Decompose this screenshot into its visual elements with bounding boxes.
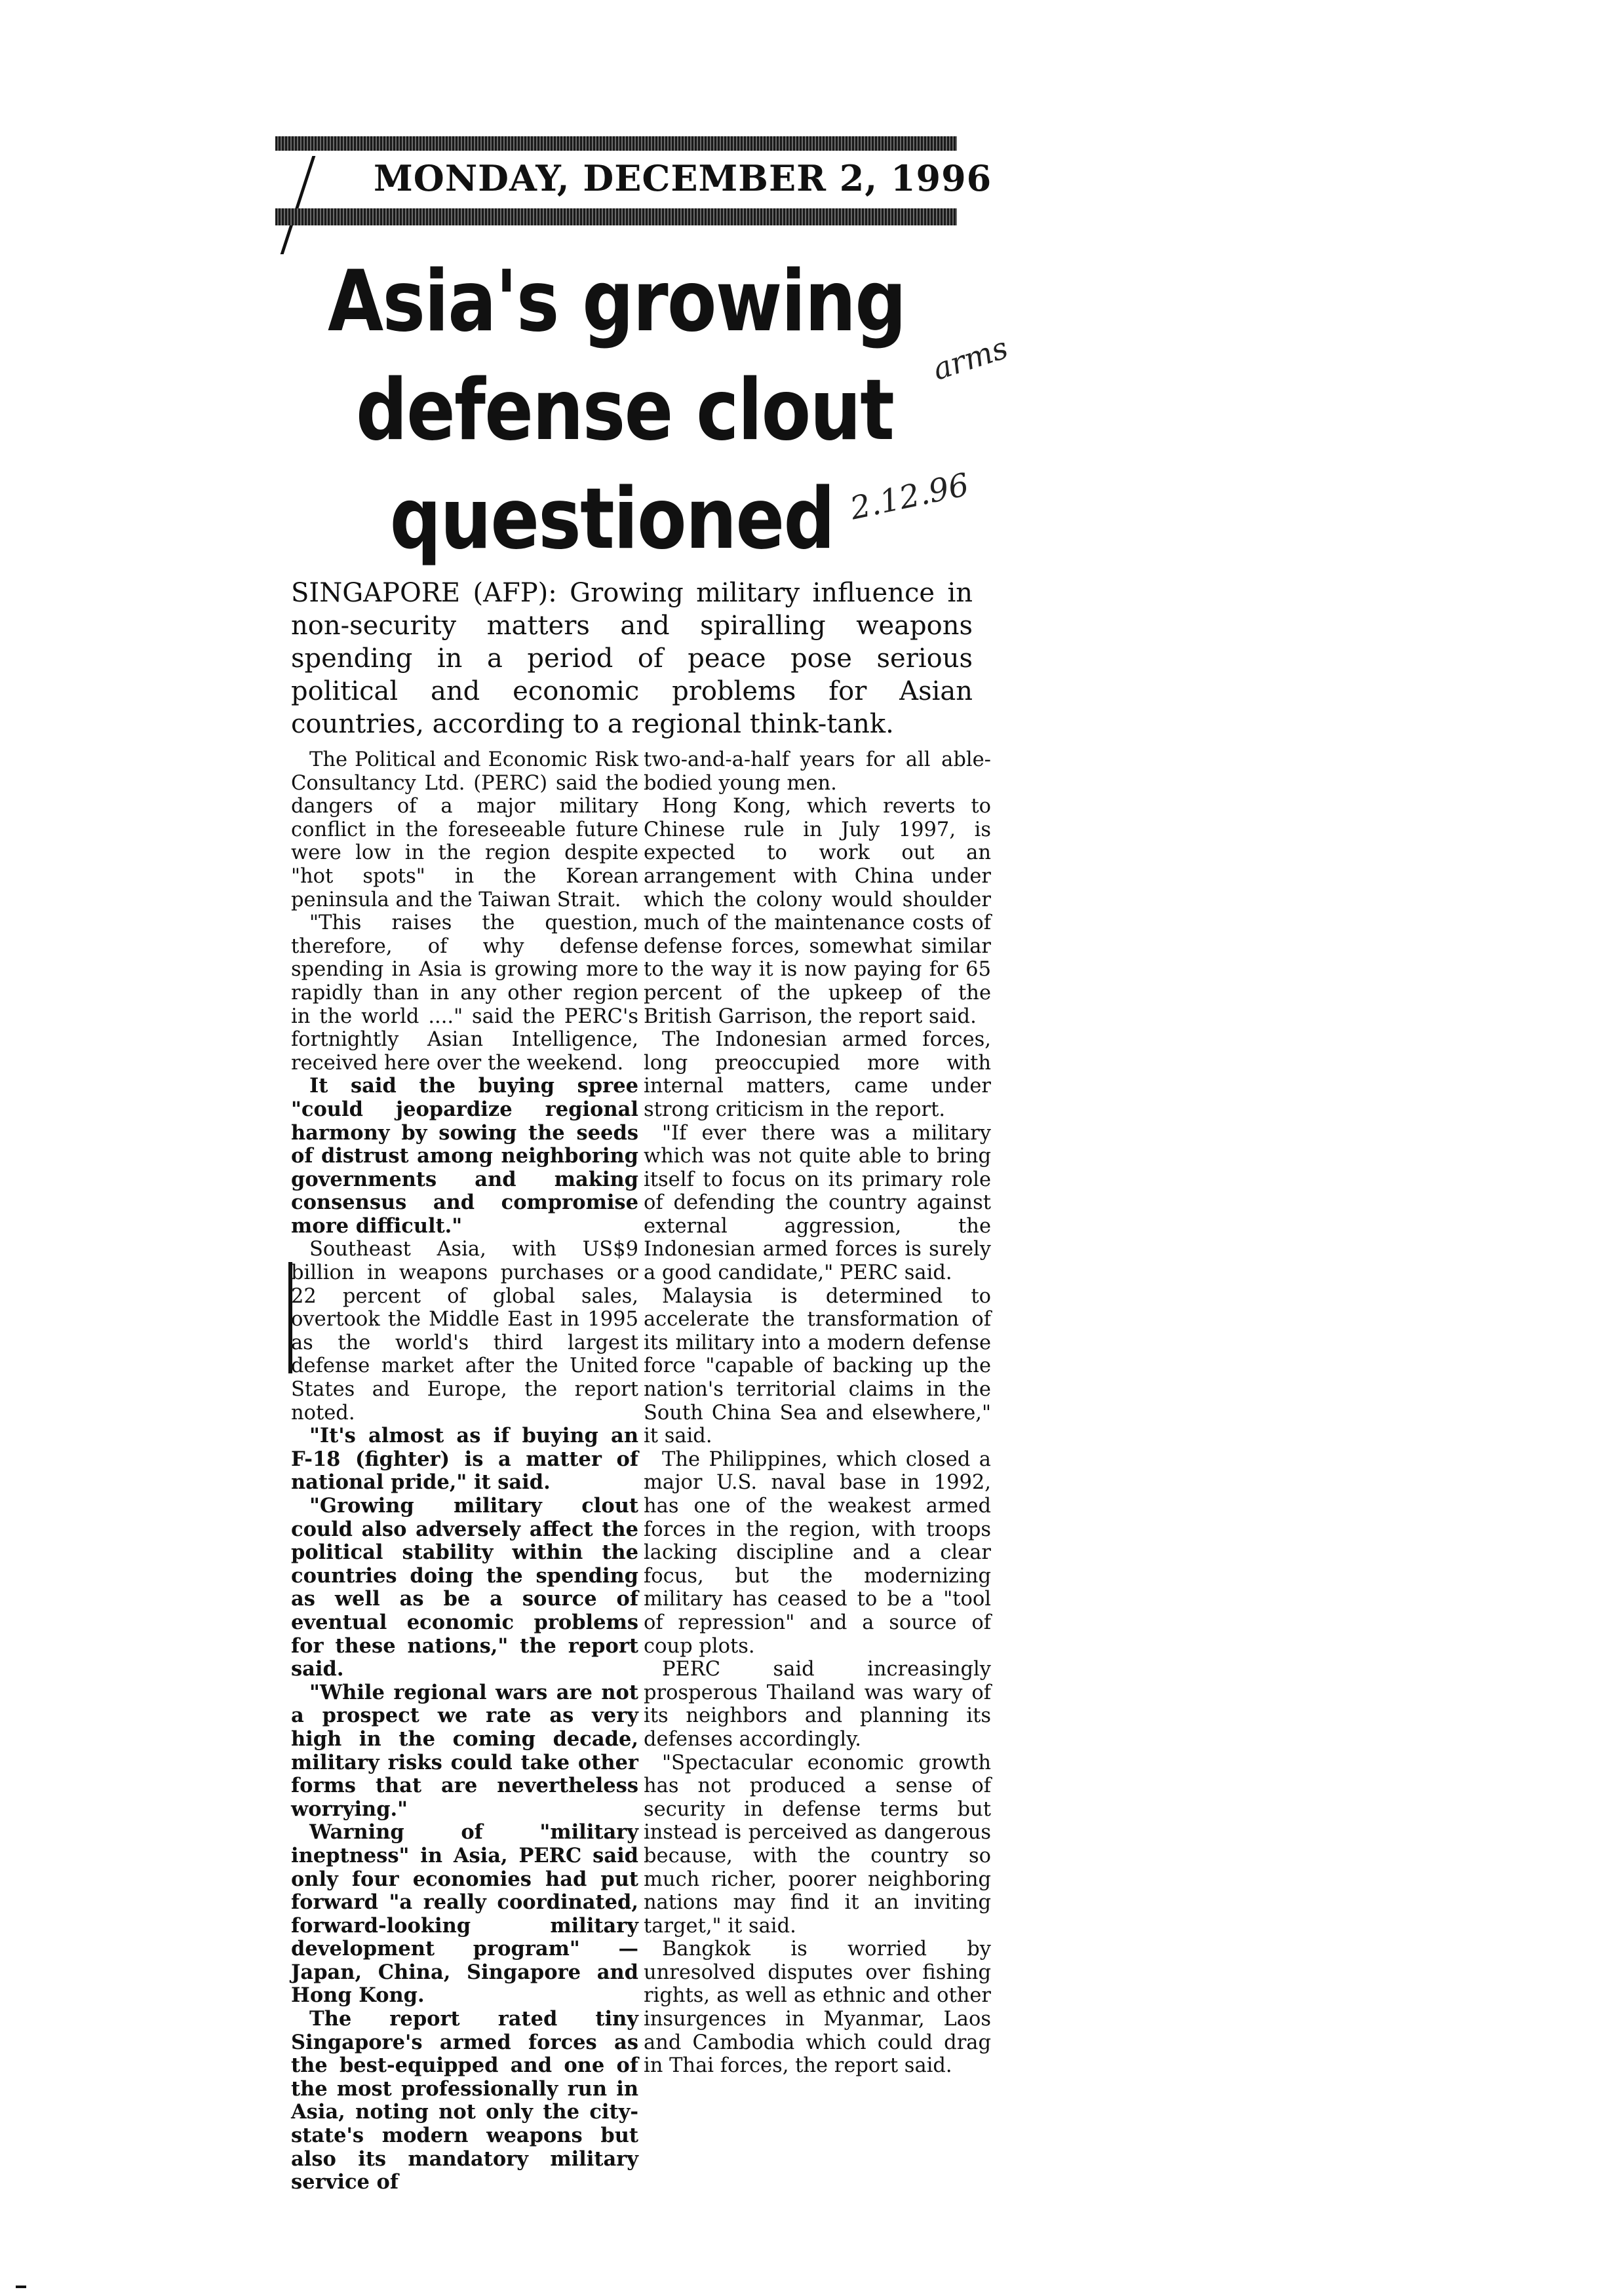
corner-pen-mark [281, 156, 342, 254]
paragraph: The Indonesian armed forces, long preoccupied more with internal matters, came under strong criticism in the report. [644, 1028, 991, 1121]
paragraph: Bangkok is worried by unresolved disputes over fishing rights, as well as ethnic and other insurgences in Myanmar, Laos and Cambodia which could drag in Thai forces, the report said. [644, 1938, 991, 2078]
paragraph: Southeast Asia, with US$9 billion in weapons purchases or 22 percent of global sales, overtook the Middle East in 1995 as the world's third largest defense market after the United States and Europe, the report noted. [291, 1238, 638, 1425]
paragraph: Hong Kong, which reverts to Chinese rule in July 1997, is expected to work out an arrangement with China under which the colony would shoulder much of the maintenance costs of defense forces, somewhat similar to the way it is now paying for 65 percent of the upkeep of the British Garrison, the report said. [644, 795, 991, 1028]
article-column-left [291, 748, 638, 2194]
paragraph: "It's almost as if buying an F-18 (fighter) is a matter of national pride," it said. [291, 1424, 638, 1495]
paragraph: PERC said increasingly prosperous Thailand was wary of its neighbors and planning its defenses accordingly. [644, 1658, 991, 1751]
article-column-right [644, 748, 991, 2078]
headline-line-3: questioned [389, 470, 834, 568]
paragraph: The report rated tiny Singapore's armed forces as the best-equipped and one of the most professionally run in Asia, noting not only the city-state's modern weapons but also its mandatory military service of [291, 2007, 638, 2194]
headline [328, 248, 920, 574]
handwritten-note-arms: arms [928, 330, 1013, 387]
paragraph: Malaysia is determined to accelerate the transformation of its military into a modern defense force "capable of backing up the nation's territorial claims in the South China Sea and elsewhere," it said. [644, 1284, 991, 1448]
paragraph: The Philippines, which closed a major U.S. naval base in 1992, has one of the weakest armed forces in the region, with troops lacking discipline and a clear focus, but the modernizing military has ceased to be a "tool of repression" and a source of coup plots. [644, 1447, 991, 1658]
paragraph: It said the buying spree "could jeopardize regional harmony by sowing the seeds of distrust among neighboring governments and making consensus and compromise more difficult." [291, 1074, 638, 1238]
paragraph: "Growing military clout could also adversely affect the political stability within the countries doing the spending as well as be a source of eventual economic problems for these nations," the report said. [291, 1494, 638, 1681]
handwritten-note-date: 2.12.96 [847, 466, 973, 527]
paragraph: "If ever there was a military which was not quite able to bring itself to focus on its primary role of defending the country against external aggression, the Indonesian armed forces is surely a good candidate," PERC said. [644, 1121, 991, 1285]
headline-line-2: defense clout [356, 362, 894, 459]
dateline-rule-top [275, 136, 957, 151]
lede-paragraph: SINGAPORE (AFP): Growing military influence in non-security matters and spiralling weapons spending in a period of peace pose serious political and economic problems for Asian countries, according to a regional think-tank. [291, 578, 973, 739]
scan-margin-mark [16, 2286, 26, 2288]
paragraph: "This raises the question, therefore, of why defense spending in Asia is growing more rapidly than in any other region in the world ...." said the PERC's fortnightly Asian Intelligence, received here over the weekend. [291, 911, 638, 1075]
paragraph: "Spectacular economic growth has not produced a sense of security in defense terms but instead is perceived as dangerous because, with the country so much richer, poorer neighboring nations may find it an inviting target," it said. [644, 1751, 991, 1938]
paragraph: Warning of "military ineptness" in Asia, PERC said only four economies had put forward "a really coordinated, forward-looking military development program" — Japan, China, Singapore and Hong Kong. [291, 1820, 638, 2008]
dateline-rule-bottom [275, 208, 957, 225]
dateline: MONDAY, DECEMBER 2, 1996 [374, 157, 992, 199]
paragraph: "While regional wars are not a prospect we rate as very high in the coming decade, military risks could take other forms that are nevertheless worrying." [291, 1680, 638, 1821]
headline-line-1: Asia's growing [328, 253, 906, 351]
paragraph: The Political and Economic Risk Consultancy Ltd. (PERC) said the dangers of a major military conflict in the foreseeable future were low in the region despite "hot spots" in the Korean peninsula and the Taiwan Strait. [291, 748, 638, 911]
paragraph: two-and-a-half years for all able-bodied young men. [644, 748, 991, 795]
